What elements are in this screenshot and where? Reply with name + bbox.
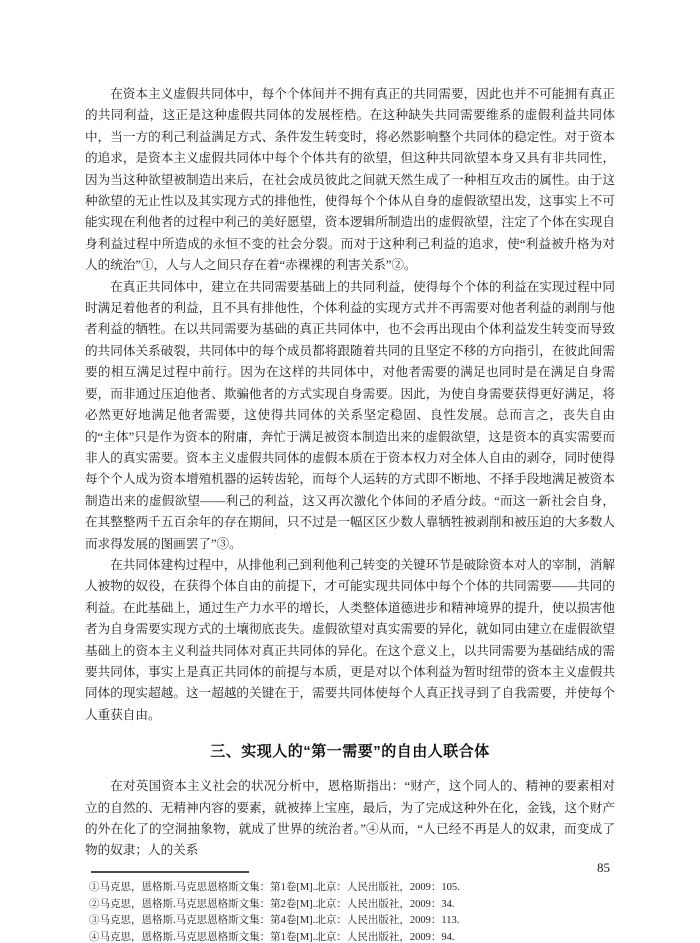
section-heading: 三、实现人的“第一需要”的自由人联合体: [210, 743, 490, 761]
body-paragraph-1: 在资本主义虚假共同体中，每个个体间并不拥有真正的共同需要，因此也并不可能拥有真正的共同利益，这正是这种虚假共同体的发展桎梏。在这种缺失共同需要维系的虚假利益共同体中，当一方的利己利益满足方式、条件发生转变时，将必然影响整个共同体的稳定性。对于资本的追求，是资本主义虚假共同体中每个个体共有的欲望，但这种共同欲望本身又具有非共同性，因为当这种欲望被制造出来后，在社会成员彼此之间就天然生成了一种相互攻击的属性。由于这种欲望的无止性以及其实现方式的排他性，使得每个个体从自身的虚假欲望出发，这事实上不可能实现在利他者的过程中利己的美好愿望，资本逻辑所制造出的虚假欲望，注定了个体在实现自身利益过程中所造成的永恒不变的社会分裂。而对于这种利己利益的追求，使“利益被升格为对人的统治”①，人与人之间只存在着“赤裸裸的利害关系”②。: [85, 87, 615, 273]
body-paragraph-2: 在真正共同体中，建立在共同需要基础上的共同利益，使得每个个体的利益在实现过程中同时满足着他者的利益，且不具有排他性，个体利益的实现方式并不再需要对他者利益的剥削与他者利益的牺牲。在以共同需要为基础的真正共同体中，也不会再出现由个体利益发生转变而导致的共同体关系破裂，共同体中的每个成员都将跟随着共同的且坚定不移的方向指引，在彼此间需要的相互满足过程中前行。因为在这样的共同体中，对他者需要的满足也同时是在满足自身需要，而非通过压迫他者、欺骗他者的方式实现自身需要。因此，为使自身需要获得更好满足，将必然更好地满足他者需要，这使得共同体的关系坚定稳固、良性发展。总而言之，丧失自由的“主体”只是作为资本的附庸，奔忙于满足被资本制造出来的虚假欲望，这是资本的真实需要而非人的真实需要。资本主义虚假共同体的虚假本质在于资本权力对全体人自由的剥夺，同时使得每个个人成为资本增殖机器的运转齿轮，而每个人运转的方式即不断地、不择手段地满足被资本制造出来的虚假欲望——利己的利益，这又再次激化个体间的矛盾分歧。“而这一新社会自身，在其整整两千五百余年的存在期间，只不过是一幅区区少数人靠牺牲被剥削和被压迫的大多数人而求得发展的图画罢了”③。: [85, 279, 615, 551]
footnote-block: [85, 871, 615, 943]
footnote-4: ④马克思，恩格斯.马克思恩格斯文集：第1卷[M].北京：人民出版社，2009：94.: [89, 932, 455, 943]
footnote-separator-rule: [91, 871, 249, 873]
body-paragraph-4: 在对英国资本主义社会的状况分析中，恩格斯指出：“财产，这个同人的、精神的要素相对立的自然的、无精神内容的要素，就被捧上宝座，最后，为了完成这种外在化，金钱，这个财产的外在化了的空洞抽象物，就成了世界的统治者。”④从而，“人已经不再是人的奴隶，而变成了物的奴隶；人的关系: [85, 779, 615, 858]
page-number: 85: [597, 860, 610, 875]
footnote-3: ③马克思，恩格斯.马克思恩格斯文集：第4卷[M].北京：人民出版社，2009：113.: [89, 915, 460, 927]
body-paragraph-3: 在共同体建构过程中，从排他利己到利他利己转变的关键环节是破除资本对人的宰制，消解人被物的奴役，在获得个体自由的前提下，才可能实现共同体中每个个体的共同需要——共同的利益。在此基础上，通过生产力水平的增长，人类整体道德进步和精神境界的提升，使以损害他者为自身需要实现方式的土壤彻底丧失。虚假欲望对真实需要的异化，就如同由建立在虚假欲望基础上的资本主义利益共同体对真正共同体的异化。在这个意义上，以共同需要为基础结成的需要共同体，事实上是真正共同体的前提与本质，更是对以个体利益为暂时纽带的资本主义虚假共同体的现实超越。这一超越的关键在于，需要共同体使每个人真正找寻到了自我需要，并使每个人重获自由。: [85, 557, 615, 722]
footnote-2: ②马克思，恩格斯.马克思恩格斯文集：第2卷[M].北京：人民出版社，2009：34.: [89, 898, 455, 910]
footnote-1: ①马克思，恩格斯.马克思恩格斯文集：第1卷[M].北京：人民出版社，2009：105.: [89, 881, 460, 893]
article-body: [85, 84, 615, 943]
